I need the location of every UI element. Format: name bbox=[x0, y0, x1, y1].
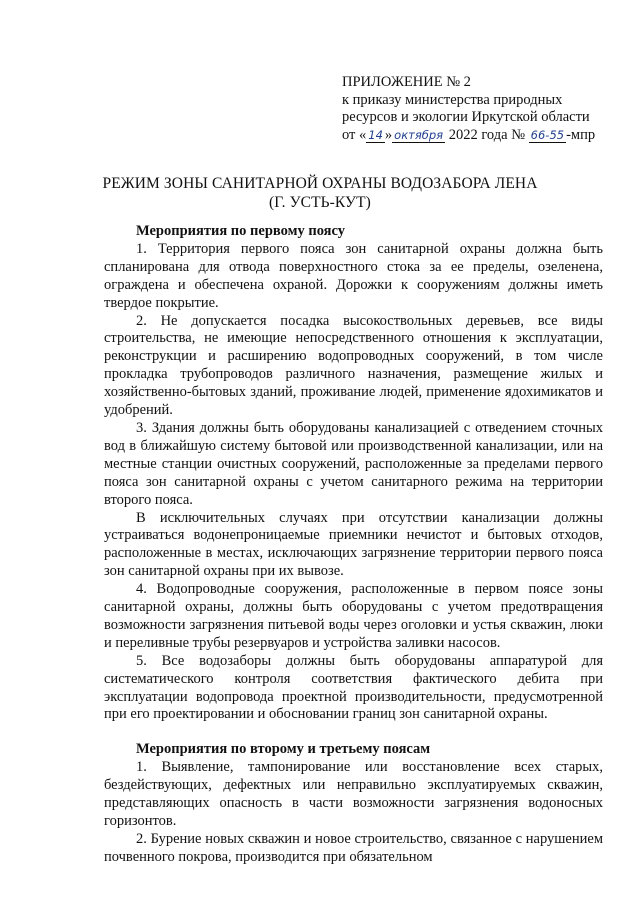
appendix-title: ПРИЛОЖЕНИЕ № 2 bbox=[342, 74, 471, 90]
section-1-paragraph: 5. Все водозаборы должны быть оборудованы аппаратурой для систематического контроля соответствия фактического дебита при эксплуатации водопровода проектной производительности, предусмотренной при его проектировании и обосновании границ зон санитарной охраны. bbox=[104, 652, 603, 723]
section-2-paragraph: 2. Бурение новых скважин и новое строительство, связанное с нарушением почвенного покрова, производится при обязательном bbox=[104, 830, 603, 865]
date-year: 2022 года № bbox=[445, 126, 529, 143]
section-1-paragraph: 3. Здания должны быть оборудованы канализацией с отведением сточных вод в ближайшую систему бытовой или производственной канализации, или на местные станции очистных сооружений, расположенные за пределами первого пояса зон санитарной охраны с учетом санитарного режима на территории второго пояса. bbox=[104, 419, 603, 508]
document-title-line-1: РЕЖИМ ЗОНЫ САНИТАРНОЙ ОХРАНЫ ВОДОЗАБОРА ЛЕНА bbox=[102, 175, 538, 192]
order-number-suffix: -мпр bbox=[566, 126, 596, 143]
appendix-block bbox=[342, 74, 632, 144]
date-month-handwritten: октября bbox=[394, 127, 444, 142]
section-1-paragraph: 1. Территория первого пояса зон санитарной охраны должна быть спланирована для отвода поверхностного стока за ее пределы, озеленена, ограждена и обеспечена охраной. Дорожки к сооружениям должны иметь твердое покрытие. bbox=[104, 240, 603, 311]
section-1-heading: Мероприятия по первому поясу bbox=[136, 223, 346, 239]
document-title-line-2: (Г. УСТЬ-КУТ) bbox=[269, 194, 371, 211]
order-number-handwritten: 66-55 bbox=[530, 127, 565, 142]
date-mid: » bbox=[384, 126, 393, 143]
section-1-paragraph: 4. Водопроводные сооружения, расположенные в первом поясе зоны санитарной охраны, должны быть оборудованы с учетом предотвращения возможности загрязнения питьевой воды через оголовки и устья скважин, люки и переливные трубы резервуаров и устройства заливки насосов. bbox=[104, 581, 603, 651]
section-1-paragraph: 2. Не допускается посадка высокоствольных деревьев, все виды строительства, не имеющие непосредственного отношения к эксплуатации, реконструкции и расширению водопроводных сооружений, в том числе прокладка трубопроводов различного назначения, размещение жилых и хозяйственно-бытовых зданий, проживание людей, применение ядохимикатов и удобрений. bbox=[104, 312, 603, 419]
appendix-date-line bbox=[342, 127, 632, 145]
date-day-handwritten: 14 bbox=[368, 127, 383, 142]
section-1-paragraph: В исключительных случаях при отсутствии канализации должны устраиваться водонепроницаемые приемники нечистот и бытовых отходов, расположенные в местах, исключающих загрязнение территории первого пояса зон санитарной охраны при их вывозе. bbox=[104, 509, 603, 580]
date-prefix: от « bbox=[342, 126, 367, 143]
document-body bbox=[104, 223, 603, 867]
appendix-line-1: к приказу министерства природных bbox=[342, 91, 563, 108]
appendix-line-2: ресурсов и экологии Иркутской области bbox=[342, 109, 590, 125]
document-title bbox=[0, 174, 640, 212]
section-2-paragraph: 1. Выявление, тампонирование или восстановление всех старых, бездействующих, дефектных или неправильно эксплуатируемых скважин, представляющих опасность в части возможности загрязнения водоносных горизонтов. bbox=[104, 759, 603, 829]
section-2-heading: Мероприятия по второму и третьему поясам bbox=[136, 741, 431, 758]
